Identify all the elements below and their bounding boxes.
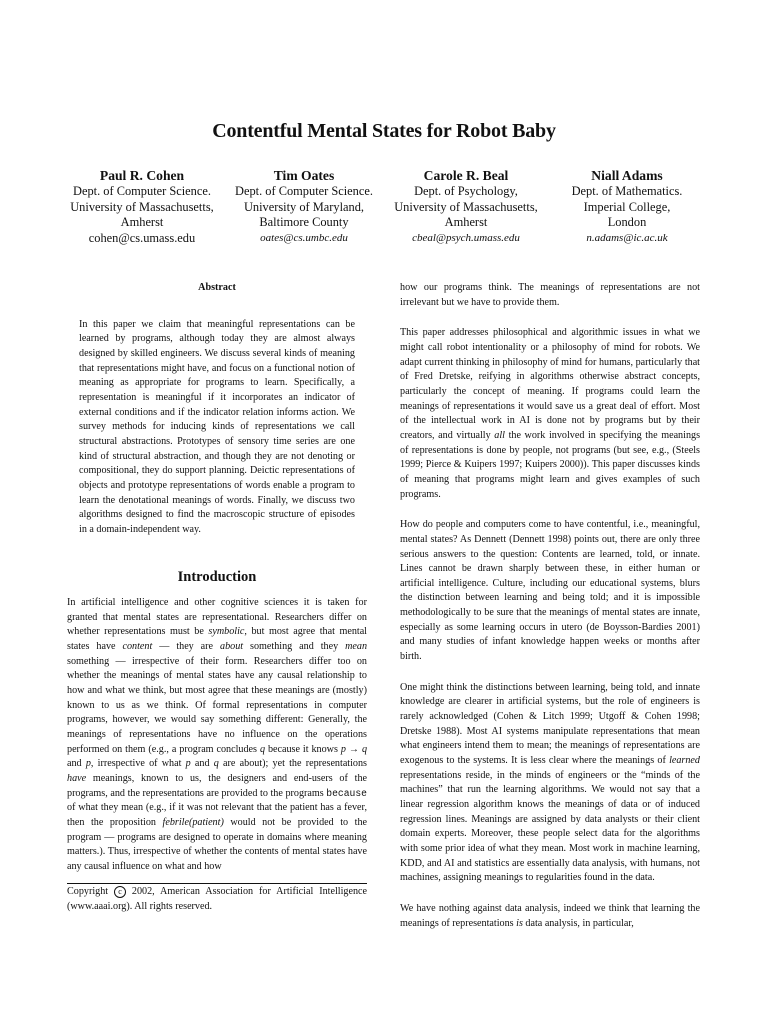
author-block — [57, 167, 227, 246]
author-email: cohen@cs.umass.edu — [88, 230, 196, 245]
abstract-text: In this paper we claim that meaningful representations can be learned by programs, although today they are almost always designed by skilled engineers. We discuss several kinds of meaning that representations might have, and focus on a functional notion of meaning as appropriate for programs to learn. Specifically, a representation is meaningful if it incorporates an indicator of external conditions and if the indicator relation informs action. We survey methods for inducing kinds of representations we call structural abstractions. Prototypes of sensory time series are one kind of structural abstraction, and though they are not denoting or compositional, they do support planning. Deictic representations of objects and prototype representations of words enable a program to learn the denotational meanings of words. Finally, we discuss two algorithms designed to find the macroscopic structure of episodes in a domain-independent way. — [79, 318, 355, 535]
left-column — [67, 281, 367, 875]
introduction-paragraph: In artificial intelligence and other cognitive sciences it is taken for granted that mental states are representational. Researchers differ on whether representations must be symbolic, but most agree that mental states have content — they are about something and they mean something — irrespective of their form. Researchers differ too on whether the meanings of mental states have any causal relationship to how and what we think, but most agree that these meanings are (mostly) known to us as we think. Of formal representations in computer programs, however, we would say something different: Generally, the meanings of representations have no influence on the operations performed on them (e.g., a program concludes q because it knows p → q and p, irrespective of what p and q are about); yet the representations have meanings, known to us, the designers and end-users of the programs, and the representations are provided to the programs because of what they mean (e.g., if it was not relevant that the patient has a fever, then the proposition febrile(patient) would not be provided to the program — programs are designed to operate in domains where meaning matters.). Thus, irrespective of whether the contents of mental states have any causal influence on what and how — [67, 597, 368, 872]
copyright-symbol: c — [114, 886, 126, 898]
author-block — [542, 167, 712, 246]
author-name: Carole R. Beal — [423, 168, 509, 183]
section-heading-introduction: Introduction — [177, 568, 257, 585]
author-affiliation-line: Amherst — [120, 215, 164, 229]
author-affiliation-line: Amherst — [444, 215, 488, 229]
author-block — [381, 167, 551, 246]
author-affiliation-line: Imperial College, — [583, 199, 671, 214]
body-paragraph: This paper addresses philosophical and algorithmic issues in what we might call robot intentionality or a philosophy of mind for robots. We adapt current thinking in philosophy of mind for humans, particularly that of Fred Dretske, reifying in algorithms otherwise abstract concepts, particularly the concept of meaning. If programs could learn the meanings of representations it would save us a great deal of effort. Most of the intellectual work in AI is done not by programs but by their creators, and virtually all the work involved in specifying the meanings of representations is done by people, not programs (but see, e.g., (Steels 1999; Pierce & Kuipers 1997; Kuipers 2000)). This paper discusses kinds of meaning that programs might learn and gives examples of such programs. — [400, 327, 701, 500]
author-affiliation-line: University of Maryland, — [243, 199, 365, 214]
author-affiliation-line: Dept. of Computer Science. — [73, 184, 211, 198]
body-paragraph: One might think the distinctions between learning, being told, and innate knowledge are clearer in artificial systems, but the role of engineers is rarely acknowledged (Cohen & Litch 1999; Utgoff & Cohen 1998; Dretske 1988). Most AI systems manipulate representations that mean what engineers intend them to mean; the meanings of representations are exogenous to the systems. It is less clear where the meanings of learned representations reside, in the minds of engineers or the “minds of the machines” that run the learning algorithms. We would not say that a linear regression algorithm knows the meanings of data or of induced regression lines. Meanings are assigned by data analysts or their client domain experts. Moreover, these people select data for the algorithms with some prior idea of what they mean. Most work in machine learning, KDD, and AI and statistics are essentially data analysis, with humans, not machines, assigning meanings to regularities found in the data. — [400, 681, 700, 884]
paper-title: Contentful Mental States for Robot Baby — [212, 120, 556, 142]
author-affiliation-line: University of Massachusetts, — [70, 199, 214, 214]
abstract-heading: Abstract — [198, 282, 236, 293]
author-affiliation-line: Baltimore County — [259, 215, 349, 229]
body-paragraph: How do people and computers come to have contentful, i.e., meaningful, mental states? As Dennett (Dennett 1998) points out, there are only three serious answers to the question: Contents are learned, told, or innate. Lines cannot be drawn sharply between these, in either human or artificial intelligence. Culture, including our educational systems, blurs the distinction between learning and being told; and it is impossible methodologically to be sure that the meanings of mental states are innate, especially as some learning occurs in utero (de Boysson-Bardies 2001) and many studies of infant knowledge happen weeks or months after birth. — [400, 519, 700, 663]
author-name: Tim Oates — [273, 168, 335, 183]
author-name: Paul R. Cohen — [99, 168, 185, 183]
author-affiliation-line: Dept. of Psychology, — [414, 184, 518, 198]
author-name: Niall Adams — [591, 168, 663, 183]
copyright-notice: Copyright c 2002, American Association for Artificial Intelligence (www.aaai.org). All rights reserved. — [67, 883, 367, 914]
body-paragraph: how our programs think. The meanings of representations are not irrelevant but we have to provide them. — [400, 282, 700, 308]
author-email: cbeal@psych.umass.edu — [412, 231, 520, 244]
author-affiliation-line: London — [607, 215, 647, 229]
author-affiliation-line: Dept. of Mathematics. — [571, 184, 683, 198]
body-paragraph: We have nothing against data analysis, indeed we think that learning the meanings of representations is data analysis, in particular, — [400, 902, 700, 929]
right-column — [400, 281, 700, 931]
author-block — [219, 167, 389, 246]
author-affiliation-line: Dept. of Computer Science. — [235, 184, 373, 198]
author-email: n.adams@ic.ac.uk — [586, 231, 668, 244]
author-affiliation-line: University of Massachusetts, — [394, 199, 538, 214]
author-email: oates@cs.umbc.edu — [260, 231, 348, 244]
